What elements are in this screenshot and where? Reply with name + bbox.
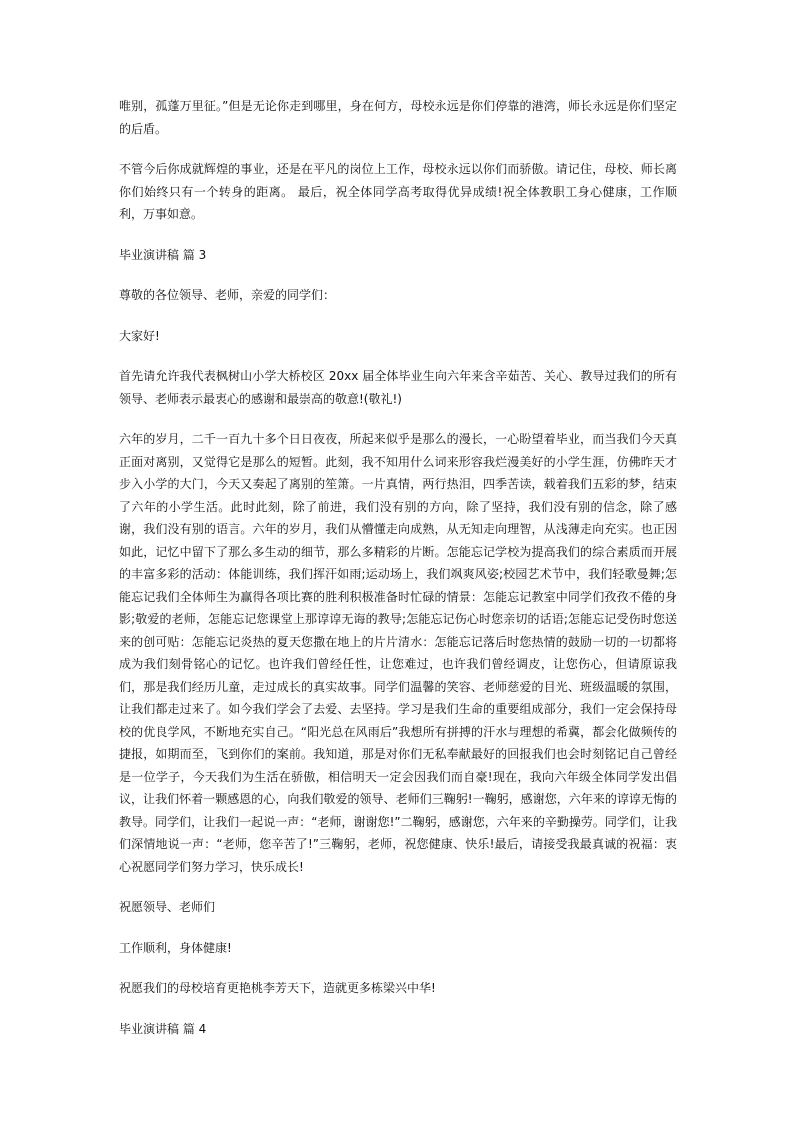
paragraph-wish-health: 工作顺利，身体健康! (119, 940, 232, 955)
document-page (119, 95, 677, 1040)
paragraph-wish-leaders: 祝愿领导、老师们 (119, 900, 216, 914)
paragraph-wish-school: 祝愿我们的母校培育更艳桃李芳天下，造就更多栋梁兴中华! (119, 981, 436, 995)
section-heading-speech-4: 毕业演讲稿 篇 4 (119, 1021, 207, 1036)
paragraph-main-speech: 六年的岁月，二千一百九十多个日日夜夜，所起来似乎是那么的漫长，一心盼望着毕业，而当我们今天真正面对离别，又觉得它是那么的短暂。此刻，我不知用什么词来形容我烂漫美好的小学生涯，仿佛昨天才步入小学的大门，今天又奏起了离别的笙箫。一片真情，两行热泪，四季苦读，载着我们五彩的梦，结束了六年的小学生活。此时此刻，除了前进，我们没有别的方向，除了坚持，我们没有别的信念，除了感谢，我们没有别的语言。六年的岁月，我们从懵懂走向成熟，从无知走向理智，从浅薄走向充实。也正因如此，记忆中留下了那么多生动的细节，那么多精彩的片断。怎能忘记学校为提高我们的综合素质而开展的丰富多彩的活动：体能训练，我们挥汗如雨;运动场上，我们飒爽风姿;校园艺术节中，我们轻歌曼舞;怎能忘记我们全体师生为赢得各项比赛的胜利积极准备时忙碌的情景：怎能忘记教室中同学们孜孜不倦的身影;敬爱的老师，怎能忘记您课堂上那谆谆无诲的教导;怎能忘记伤心时您亲切的话语;怎能忘记受伤时您送来的创可贴：怎能忘记炎热的夏天您撒在地上的片片清水：怎能忘记落后时您热情的鼓励一切的一切都将成为我们刻骨铭心的记忆。也许我们曾经任性，让您难过，也许我们曾经调皮，让您伤心，但请原谅我们，那是我们经历儿童，走过成长的真实故事。同学们温馨的笑容、老师慈爱的目光、班级温暖的氛围，让我们都走过来了。如今我们学会了去爱、去坚持。学习是我们生命的重要组成部分，我们一定会保持母校的优良学风，不断地充实自己。“阳光总在风雨后”我想所有拼搏的汗水与理想的希冀，都会化做频传的捷报，如期而至，飞到你们的案前。我知道，那是对你们无私奉献最好的回报我们也会时刻铭记自己曾经是一位学子，今天我们为生活在骄傲，相信明天一定会因我们而自豪!现在，我向六年级全体同学发出倡议，让我们怀着一颗感恩的心，向我们敬爱的领导、老师们三鞠躬!一鞠躬，感谢您，六年来的谆谆无悔的教导。同学们，让我们一起说一声：“老师，谢谢您!”二鞠躬，感谢您，六年来的辛勤操劳。同学们，让我们深情地说一声：“老师，您辛苦了!”三鞠躬，老师，祝您健康、快乐!最后，请接受我最真诚的祝福：衷心祝愿同学们努力学习，快乐成长! (119, 432, 677, 874)
paragraph-closing-farewell: 唯别，孤蓬万里征。”但是无论你走到哪里，身在何方，母校永远是你们停靠的港湾，师长永远是你们坚定的后盾。 (119, 99, 677, 136)
paragraph-salutation: 尊敬的各位领导、老师，亲爱的同学们： (119, 288, 336, 302)
paragraph-thanks-intro: 首先请允许我代表枫树山小学大桥校区 20xx 届全体毕业生向六年来含辛茹苦、关心、教导过我们的所有领导、老师表示最衷心的感谢和最崇高的敬意!(敬礼!) (119, 369, 677, 406)
section-heading-speech-3: 毕业演讲稿 篇 3 (119, 247, 207, 262)
paragraph-greeting: 大家好! (119, 328, 160, 343)
paragraph-closing-wishes: 不管今后你成就辉煌的事业，还是在平凡的岗位上工作，母校永远以你们而骄傲。请记住，母校、师长离你们始终只有一个转身的距离。 最后，祝全体同学高考取得优异成绩!祝全体教职工身心健康，工作顺利，万事如意。 (119, 162, 677, 221)
